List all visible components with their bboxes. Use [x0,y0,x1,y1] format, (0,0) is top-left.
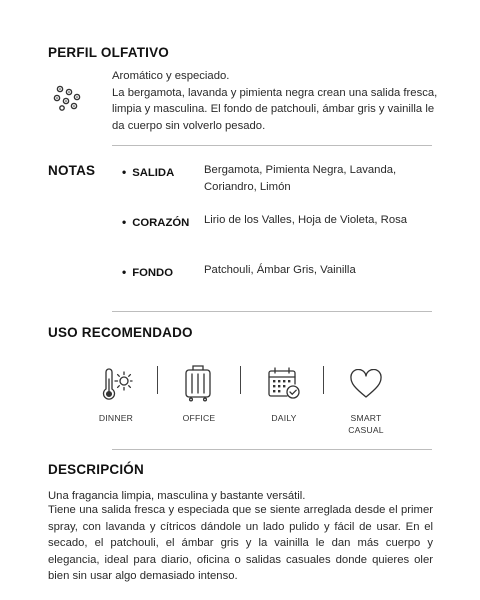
uso-recomendado-heading: USO RECOMENDADO [48,325,193,340]
note-label-fondo: • FONDO [122,265,173,279]
uso-label-casual: CASUAL [348,425,384,435]
uso-label-smart-casual [326,412,406,436]
note-value-fondo: Patchouli, Ámbar Gris, Vainilla [204,264,356,276]
heart-icon [349,369,383,399]
calendar-check-icon [267,366,301,400]
notas-heading: NOTAS [48,163,96,178]
note-value-corazon: Lirio de los Valles, Hoja de Violeta, Rosa [204,214,408,226]
perfil-text-line1: Aromático y especiado. [112,70,230,82]
perfil-olfativo-heading: PERFIL OLFATIVO [48,45,170,60]
uso-label-office: OFFICE [182,413,216,423]
descripcion-paragraph: Tiene una salida fresca y especiada que se siente arreglada desde el primer spray, con lavanda y cítricos dándole un lado pulido y fácil de usar. En el secado, el patchouli, el ámbar gris y la vainilla le dan más cuerpo y elegancia, ideal para diario, oficina o salidas casuales donde quieres oler bien sin usar algo demasiado intenso. [48,504,433,582]
note-label-salida: • SALIDA [122,165,174,179]
note-value-salida: Bergamota, Pimienta Negra, Lavanda, Coriandro, Limón [204,164,397,193]
uso-label-daily: DAILY [271,413,297,423]
thermometer-sun-icon [99,368,133,402]
descripcion-heading: DESCRIPCIÓN [48,462,144,477]
spice-seeds-icon [52,84,84,112]
divider [112,449,432,450]
divider [112,311,432,312]
separator [157,366,158,394]
suitcase-icon [183,364,213,402]
divider [112,145,432,146]
separator [323,366,324,394]
note-label-corazon: • CORAZÓN [122,215,189,229]
perfil-text-line2: La bergamota, lavanda y pimienta negra crean una salida fresca, limpia y masculina. El fondo de patchouli, ámbar gris y vainilla le da cuerpo sin volverlo pesado. [112,86,438,132]
descripcion-summary: Una fragancia limpia, masculina y bastante versátil. [48,490,306,502]
uso-label-smart: SMART [350,413,382,423]
separator [240,366,241,394]
uso-label-dinner: DINNER [98,413,134,423]
perfil-description [112,68,447,134]
